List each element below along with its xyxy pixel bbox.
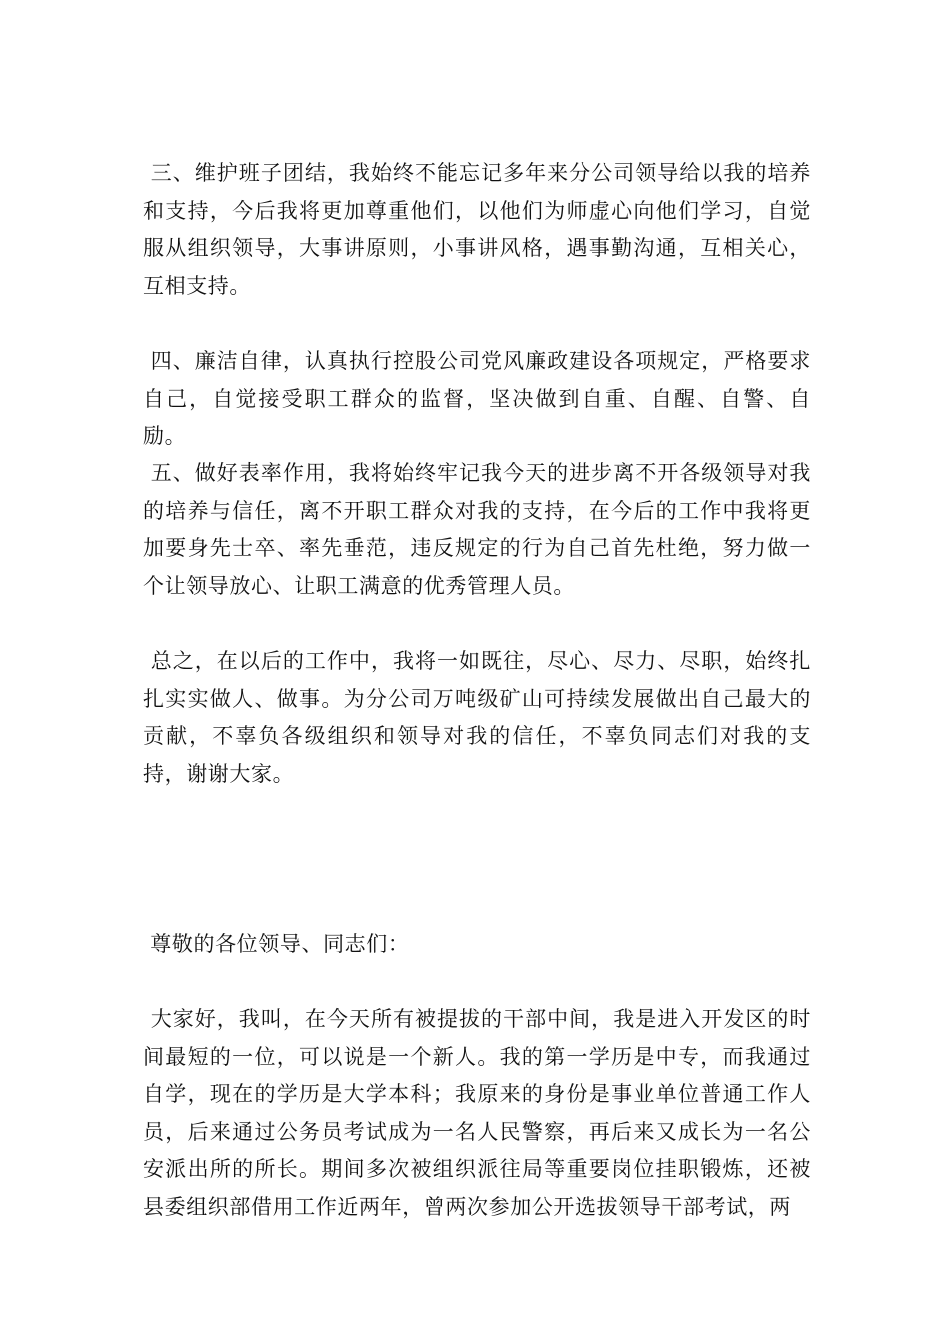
paragraph-integrity: 四、廉洁自律，认真执行控股公司党风廉政建设各项规定，严格要求自己，自觉接受职工群众的监督，坚决做到自重、自醒、自警、自励。	[143, 349, 811, 448]
paragraph-conclusion: 总之，在以后的工作中，我将一如既往，尽心、尽力、尽职，始终扎扎实实做人、做事。为分公司万吨级矿山可持续发展做出自己最大的贡献，不辜负各级组织和领导对我的信任，不辜负同志们对我的支持，谢谢大家。	[143, 649, 811, 786]
paragraph-introduction: 大家好，我叫，在今天所有被提拔的干部中间，我是进入开发区的时间最短的一位，可以说是一个新人。我的第一学历是中专，而我通过自学，现在的学历是大学本科；我原来的身份是事业单位普通工作人员，后来通过公务员考试成为一名人民警察，再后来又成长为一名公安派出所的所长。期间多次被组织派往局等重要岗位挂职锻炼，还被县委组织部借用工作近两年，曾两次参加公开选拔领导干部考试，两	[143, 1007, 811, 1219]
paragraph-unity: 三、维护班子团结，我始终不能忘记多年来分公司领导给以我的培养和支持，今后我将更加尊重他们，以他们为师虚心向他们学习，自觉服从组织领导，大事讲原则，小事讲风格，遇事勤沟通，互相关心，互相支持。	[143, 161, 811, 298]
paragraph-salutation: 尊敬的各位领导、同志们：	[143, 932, 410, 956]
paragraph-role-model: 五、做好表率作用，我将始终牢记我今天的进步离不开各级领导对我的培养与信任，离不开职工群众对我的支持，在今后的工作中我将更加要身先士卒、率先垂范，违反规定的行为自己首先杜绝，努力做一个让领导放心、让职工满意的优秀管理人员。	[143, 461, 811, 598]
